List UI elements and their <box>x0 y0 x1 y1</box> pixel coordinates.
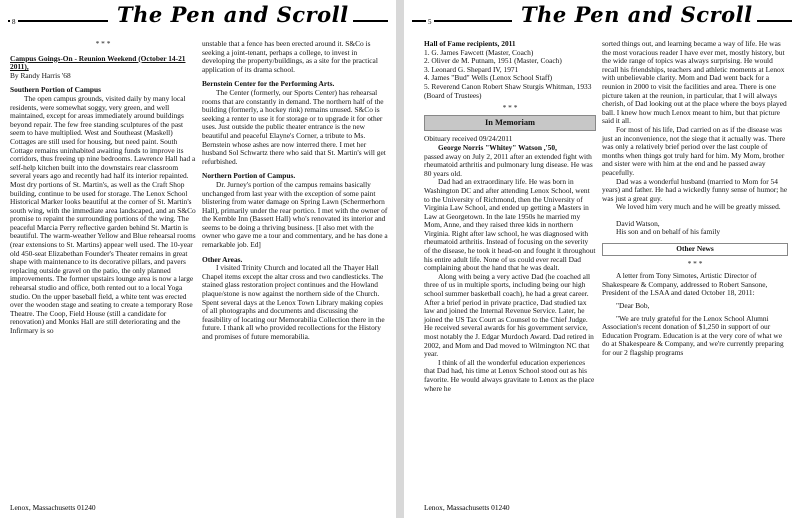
masthead-title: The Pen and Scroll <box>517 2 757 27</box>
stars-divider: * * * <box>95 39 111 48</box>
letter-salutation: "Dear Bob, <box>616 301 650 311</box>
byline: By Randy Harris '68 <box>10 70 71 80</box>
article-paragraph: Dad was a wonderful husband (married to Mom for 54 years) and father. He had a wickedly funny sense of humor; he was just a great guy. <box>602 176 788 203</box>
page-8 <box>0 0 396 518</box>
article-paragraph: For most of his life, Dad carried on as if the disease was just an inconvenience, not the siege that it actually was. There was only a relatively brief period over the last couple of months when things got truly hard for him. My Mom, brother and sister were with him at the end and he passed away peacefully. <box>602 124 786 177</box>
article-paragraph: sorted things out, and learning became a way of life. He was the most voracious reader I have ever met, mostly history, but the wide range of topics was always surprising. He would recall his friendships, teachers and athletic moments at Lenox with unbelievable clarity. Mom and Dad went back for a reunion in 2000 to visit the facilities and area. There is one picture taken at the reunion, in particular, that I will always cherish, of Dad looking out at the place where the boys played ball. I knew how much Lenox meant to him, but that picture said it all. <box>602 39 787 126</box>
masthead-title: The Pen and Scroll <box>113 2 353 27</box>
article-paragraph: passed away on July 2, 2011 after an extended fight with rheumatoid arthritis and pulmonary lung disease. He was 80 years old. <box>424 151 593 178</box>
article-paragraph: Along with being a very active Dad (he coached all three of us in multiple sports, including being our high school summer basketball coach), he had a great career. After a brief period in private practice, Dad studied tax law and joined the Internal Revenue Service. Later, he joined the US Tax Court as Counsel to the Chief Judge. He received several awards for his government service, most notably the J. Edgar Murdoch Award. Dad retired in 2002, and Mom and Dad moved to Wilmington NC that year. <box>424 271 594 359</box>
other-news-box: Other News <box>602 243 788 256</box>
article-paragraph: Dad had an extraordinary life. He was born in Washington DC and after attending Lenox School, went to the University of Richmond, then the University of Virginia Law School, and ended up getting a Masters in Law at Georgetown. In the late 1950s he married my Mom, Anne, and they raised three kids in northern Virginia. Right after law school, he was diagnosed with rheumatoid arthritis. Instead of focusing on the severity of the disease, he took it head-on and fought it throughout his entire adult life. None of us could ever recall Dad complaining about the hand that he was dealt. <box>424 177 596 273</box>
article-paragraph: I think of all the wonderful education experiences that Dad had, his time at Lenox School stood out as his favorite. He would always gravitate to Lenox as the place where he <box>424 357 595 393</box>
list-item: 1. G. James Fawcett (Master, Coach) <box>424 47 534 57</box>
section-heading: Bernstein Center for the Performing Arts. <box>202 79 335 89</box>
signature-name: David Watson, <box>616 218 660 228</box>
article-paragraph: A letter from Tony Simotes, Artistic Director of Shakespeare & Company, addressed to Robert Sansone, President of the LSAA and dated October 18, 2011: <box>602 271 768 298</box>
section-heading: Northern Portion of Campus. <box>202 171 296 181</box>
in-memoriam-box: In Memoriam <box>424 115 596 132</box>
stars-divider: * * * <box>687 258 703 268</box>
page-footer: Lenox, Massachusetts 01240 <box>10 503 96 512</box>
page-number: 5 <box>428 18 432 26</box>
article-paragraph: I visited Trinity Church and located all the Thayer Hall Chapel items except the altar cross and two candlesticks. The stained glass restoration project continues and the Howland plaque/stone is now against the northern side of the Church. Spent several days at the Lenox Town Library making copies of all photographs and documents and discussing the feasibility of locating our Memorabilia Collection there in the future. I thank all who provided recollections for the History and promises of future memorabilia. <box>202 263 385 341</box>
list-item: 2. Oliver de M. Putnam, 1951 (Master, Coach) <box>424 56 562 66</box>
section-heading: Hall of Fame recipients, 2011 <box>424 39 516 48</box>
page-number: 8 <box>12 18 16 26</box>
right-column-1 <box>424 40 596 393</box>
left-column-2 <box>202 40 388 342</box>
masthead <box>412 4 792 34</box>
page-gutter <box>396 0 404 518</box>
section-heading: Southern Portion of Campus <box>10 85 101 95</box>
masthead <box>8 4 388 34</box>
article-paragraph: "We are truly grateful for the Lenox School Alumni Association's recent donation of $1,250 in support of our Education Program. Education is at the very core of what we do at Shakespeare & Company, and we're currently preparing for our 2 flagship programs <box>602 313 784 357</box>
masthead-rule-left <box>8 20 108 22</box>
article-paragraph: We loved him very much and he will be greatly missed. <box>616 202 781 212</box>
section-heading: Other Areas. <box>202 254 243 264</box>
left-column-1 <box>10 40 196 336</box>
obituary-received: Obituary received 09/24/2011 <box>424 134 513 144</box>
article-headline: Campus Goings-On - Reunion Weekend (October 14-21 2011), <box>10 53 186 72</box>
signature-line: His son and on behalf of his family <box>616 227 721 237</box>
right-column-2 <box>602 40 788 358</box>
article-paragraph: The open campus grounds, visited daily by many local residents, were somewhat soggy, very green, and well maintained, except for areas immediately around buildings beyond repair. The few free standing sculptures of the past seem to have multiplied. West and Southeast (Maskell) Cottages are still used for housing, but need paint. South Cottage remains uninhabited awaiting funds to improve its corridors, thus freeing up nine bedrooms. Lawrence Hall had a self-help kitchen built into the downstairs rear classroom several years ago and recently had half its interior repainted. Most dry portions of St. Martin's, as well as the Craft Shop building, continue to be used for storage. The Lenox School Historical Marker looks beautiful at the corner of St. Martin's south wing, with the immediate area landscaped, and an S&Co promise to repaint the surrounding portions of the wing. The peaceful Marcia Perry reflective garden behind St. Martin is beautiful. The warm-weather Yellow and Blue rehearsal rooms (rear extensions to St. Martins) appear well used. The 10-year old 450-seat Elizabethan Founder's Theater remains in great shape with maintenance to its decorative pillars, and pavers replacing outside gravel on the patio, the only planned improvements. The former upstairs lounge area is now a large rehearsal studio and office, both rented out to a local Yoga studio. On the upper baseball field, a white tent was erected over the wooden stage and seating to create a temporary Rose Theatre. The Coop, Field House (still a candidate for renovation) and Monks Hall are still deteriorating and the Infirmary is so <box>10 93 196 335</box>
article-paragraph: The Center (formerly, our Sports Center) has rehearsal rooms that are constantly in demand. The northern half of the building (formerly, a hockey rink) remains unused. S&Co is seeking a renter to use it for storage or to upgrade it for other uses. Just outside the public theater entrance is the new beautiful and peaceful Elayne's Corner, a tribute to Ms. Bernstein whose ashes are now interred there. I met her husband Sol Schwartz there who said that St. Martin's will get refurbished. <box>202 87 386 166</box>
list-item: 4. James "Bud" Wells (Lenox School Staff) <box>424 73 553 83</box>
obituary-name: George Norris "Whitey" Watson ,'50, <box>438 142 557 152</box>
list-item: 5. Reverend Canon Robert Shaw Sturgis Whitman, 1933 (Board of Trustees) <box>424 81 592 100</box>
article-paragraph: unstable that a fence has been erected around it. S&Co is seeking a joint-tenant, perhaps a college, to invest in developing the property/buildings, as a site for the practical application of its drama school. <box>202 39 378 74</box>
article-paragraph: Dr. Jurney's portion of the campus remains basically unchanged from last year with the exception of some paint blistering from water damage on Spring Lawn (Schermerhorn Hall), primarily under the rear portico. I met with the owner of the Kemble Inn (Bassett Hall) who's renovated its interior and seems to be doing a thriving business. [I also met with the owner who gave me a tour and commentary, and he has done a remarkable job. Ed] <box>202 179 388 250</box>
page-footer: Lenox, Massachusetts 01240 <box>424 503 510 512</box>
page-5 <box>404 0 800 518</box>
stars-divider: * * * <box>502 103 518 113</box>
list-item: 3. Leonard G. Shepard IV, 1971 <box>424 64 519 74</box>
